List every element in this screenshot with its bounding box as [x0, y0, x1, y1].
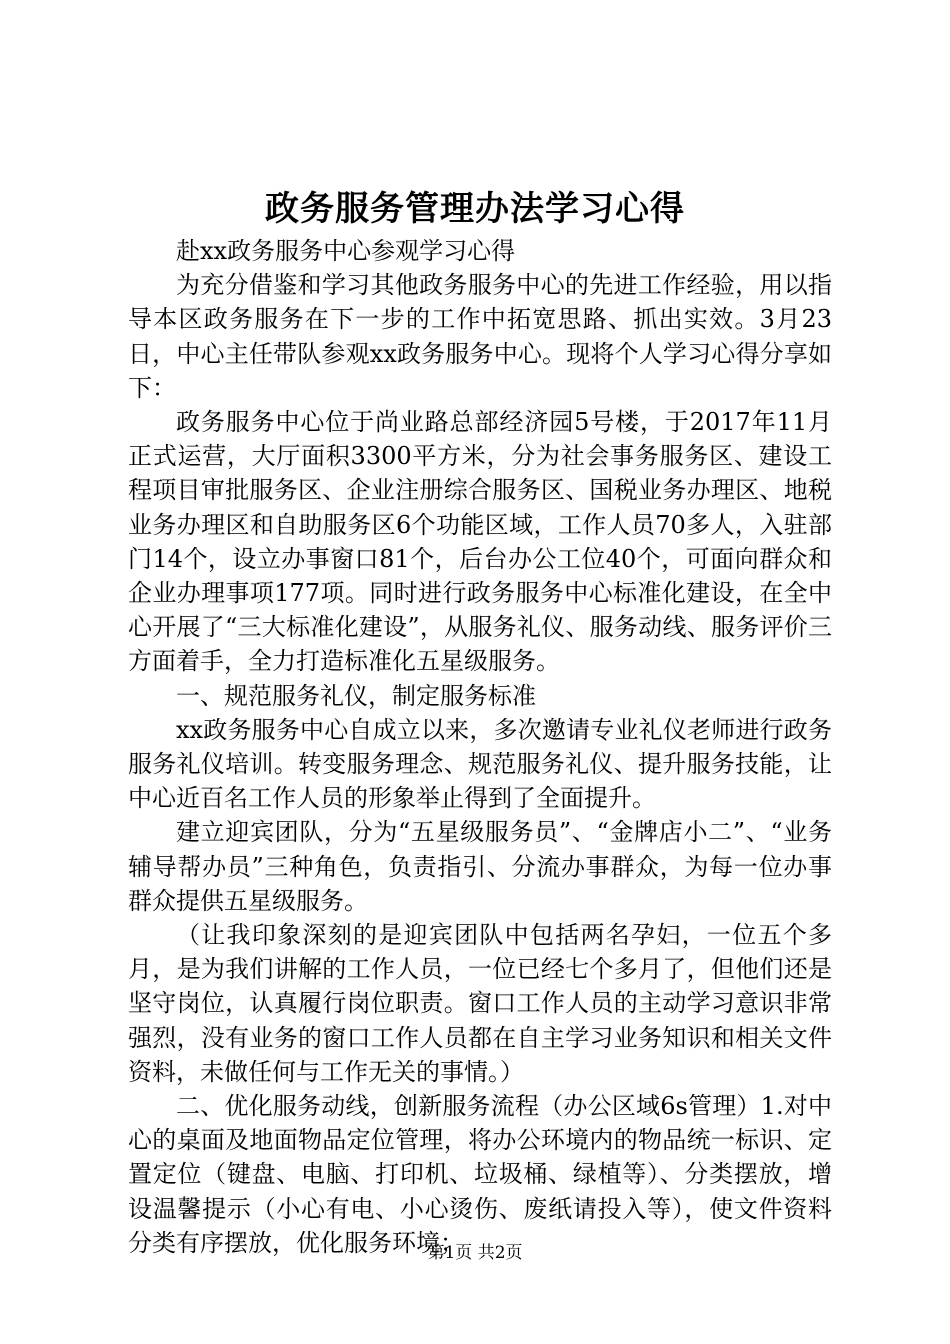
paragraph-welcome-team: 建立迎宾团队，分为“五星级服务员”、“金牌店小二”、“业务辅导帮办员”三种角色，负责指引、分流办事群众，为每一位办事群众提供五星级服务。 — [128, 818, 832, 915]
paragraph-etiquette: xx政务服务中心自成立以来，多次邀请专业礼仪老师进行政务服务礼仪培训。转变服务理念、规范服务礼仪、提升服务技能，让中心近百名工作人员的形象举止得到了全面提升。 — [128, 715, 832, 813]
paragraph-subtitle: 赴xx政务服务中心参观学习心得 — [176, 237, 516, 265]
paragraph-service-flow: 二、优化服务动线，创新服务流程（办公区域6s管理）1.对中心的桌面及地面物品定位管理，将办公环境内的物品统一标识、定置定位（键盘、电脑、打印机、垃圾桶、绿植等）、分类摆放，增设温馨提示（小心有电、小心烫伤、废纸请投入等），使文件资料分类有序摆放，优化服务环境； — [128, 1092, 832, 1257]
page-footer: 第1页 共2页 — [427, 1243, 523, 1263]
document-title: 政务服务管理办法学习心得 — [265, 189, 685, 229]
section-heading-1: 一、规范服务礼仪，制定服务标准 — [176, 681, 536, 710]
paragraph-overview: 政务服务中心位于尚业路总部经济园5号楼，于2017年11月正式运营，大厅面积3300平方米，分为社会事务服务区、建设工程项目审批服务区、企业注册综合服务区、国税业务办理区、地税业务办理区和自助服务区6个功能区域，工作人员70多人，入驻部门14个，设立办事窗口81个，后台办公工位40个，可面向群众和企业办理事项177项。同时进行政务服务中心标准化建设，在全中心开展了“三大标准化建设”，从服务礼仪、服务动线、服务评价三方面着手，全力打造标准化五星级服务。 — [128, 408, 832, 676]
paragraph-impression: （让我印象深刻的是迎宾团队中包括两名孕妇，一位五个多月，是为我们讲解的工作人员，一位已经七个多月了，但他们还是坚守岗位，认真履行岗位职责。窗口工作人员的主动学习意识非常强烈，没有业务的窗口工作人员都在自主学习业务知识和相关文件资料，未做任何与工作无关的事情。） — [128, 921, 832, 1086]
document-body — [128, 234, 832, 1260]
paragraph-intro: 为充分借鉴和学习其他政务服务中心的先进工作经验，用以指导本区政务服务在下一步的工作中拓宽思路、抓出实效。3月23日，中心主任带队参观xx政务服务中心。现将个人学习心得分享如下： — [128, 271, 832, 402]
